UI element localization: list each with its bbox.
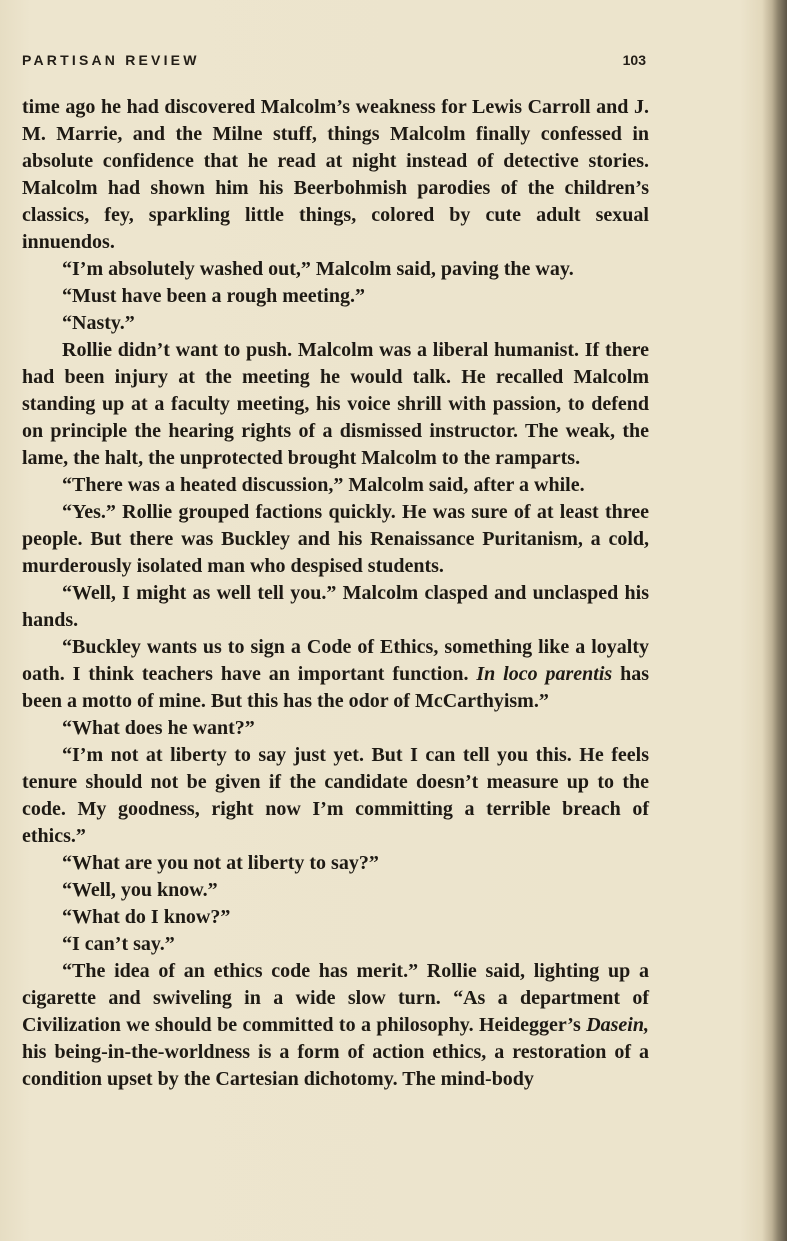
text-segment: his being-in-the-worldness is a form of action ethics, a restoration of a condition upset by the Cartesian dichotomy. The mind-body — [22, 1041, 649, 1090]
running-head: PARTISAN REVIEW — [22, 52, 200, 68]
text-segment: Rollie didn’t want to push. Malcolm was a liberal humanist. If there had been injury at the meeting he would talk. He recalled Malcolm standing up at a faculty meeting, his voice shrill with passion, to defend on principle the hearing rights of a dismissed instructor. The weak, the lame, the halt, the unprotected brought Malcolm to the ramparts. — [22, 339, 649, 469]
paragraph — [22, 904, 649, 931]
page-header — [22, 52, 646, 72]
text-segment: “What do I know?” — [62, 906, 231, 928]
paragraph — [22, 634, 649, 715]
text-segment: “There was a heated discussion,” Malcolm said, after a while. — [62, 474, 585, 496]
paragraph — [22, 931, 649, 958]
text-segment: “Well, I might as well tell you.” Malcolm clasped and unclasped his hands. — [22, 582, 649, 631]
text-segment: “What are you not at liberty to say?” — [62, 852, 379, 874]
italic-text: Dasein, — [586, 1014, 649, 1036]
paragraph — [22, 580, 649, 634]
paragraph — [22, 742, 649, 850]
body-text — [22, 94, 649, 1093]
text-segment: “Well, you know.” — [62, 879, 218, 901]
text-segment: “Yes.” Rollie grouped factions quickly. He was sure of at least three people. But there was Buckley and his Renaissance Puritanism, a cold, murderously isolated man who despised students. — [22, 501, 649, 577]
text-segment: “I can’t say.” — [62, 933, 175, 955]
paragraph — [22, 94, 649, 256]
text-segment: “What does he want?” — [62, 717, 255, 739]
paragraph — [22, 337, 649, 472]
paragraph — [22, 715, 649, 742]
text-segment: “Nasty.” — [62, 312, 135, 334]
paragraph — [22, 958, 649, 1093]
text-segment: “The idea of an ethics code has merit.” Rollie said, lighting up a cigarette and swiveling in a wide slow turn. “As a department of Civilization we should be committed to a philosophy. Heidegger’s — [22, 960, 649, 1036]
text-segment: has been a motto of mine. But this has the odor of McCarthyism.” — [22, 663, 649, 712]
page-number: 103 — [622, 52, 646, 68]
paragraph — [22, 256, 649, 283]
text-segment: “I’m not at liberty to say just yet. But I can tell you this. He feels tenure should not be given if the candidate doesn’t measure up to the code. My goodness, right now I’m committing a terrible breach of ethics.” — [22, 744, 649, 847]
text-segment: “Must have been a rough meeting.” — [62, 285, 365, 307]
paragraph — [22, 850, 649, 877]
text-segment: “I’m absolutely washed out,” Malcolm said, paving the way. — [62, 258, 574, 280]
text-segment: time ago he had discovered Malcolm’s weakness for Lewis Carroll and J. M. Marrie, and the Milne stuff, things Malcolm finally confessed in absolute confidence that he read at night instead of detective stories. Malcolm had shown him his Beerbohmish parodies of the children’s classics, fey, sparkling little things, colored by cute adult sexual innuendos. — [22, 96, 649, 253]
paragraph — [22, 472, 649, 499]
text-segment: “Buckley wants us to sign a Code of Ethics, something like a loyalty oath. I think teachers have an important function. — [22, 636, 649, 685]
paragraph — [22, 283, 649, 310]
paragraph — [22, 877, 649, 904]
paragraph — [22, 499, 649, 580]
italic-text: In loco parentis — [476, 663, 613, 685]
paragraph — [22, 310, 649, 337]
